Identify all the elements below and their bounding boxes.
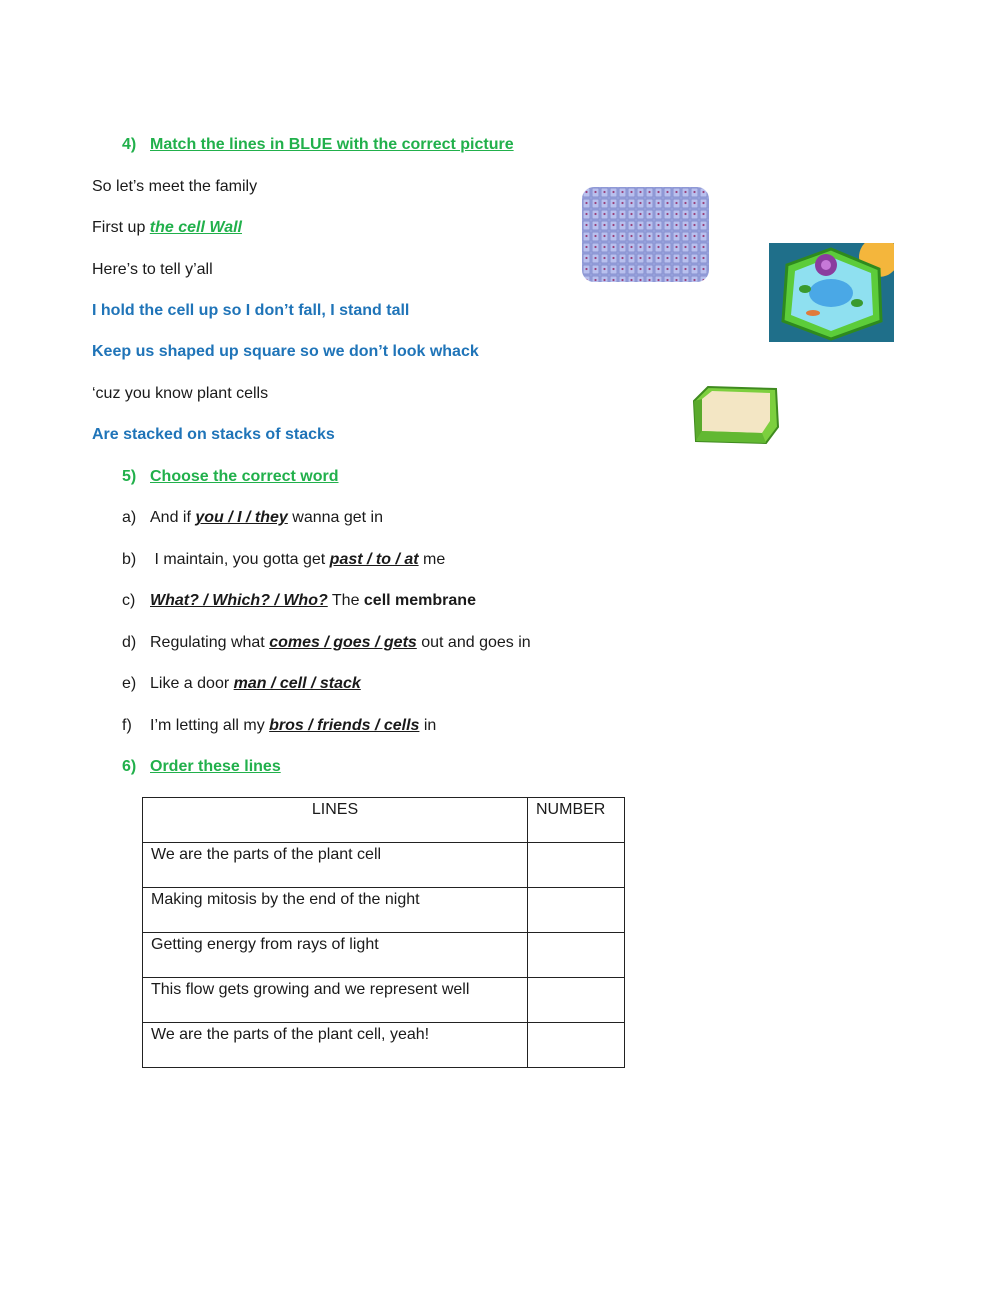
table-row <box>143 843 625 888</box>
cell-wall-image <box>690 383 782 447</box>
item-letter: a) <box>122 509 137 526</box>
word-options[interactable]: past / to / at <box>329 551 419 568</box>
table-row <box>143 1023 625 1068</box>
lyric-line-2-prefix: First up <box>92 219 150 236</box>
item-text-after: wanna get in <box>287 509 384 526</box>
section-4-number: 4) <box>122 136 137 153</box>
plant-cell-image <box>769 243 894 342</box>
line-cell: Making mitosis by the end of the night <box>143 888 528 933</box>
lyric-line-2 <box>92 219 242 237</box>
item-letter: f) <box>122 717 132 734</box>
lyric-line-1: So let’s meet the family <box>92 178 258 195</box>
line-cell: Getting energy from rays of light <box>143 933 528 978</box>
number-input-cell[interactable] <box>528 843 625 888</box>
section-4-heading <box>122 136 514 154</box>
number-column-header: NUMBER <box>528 798 625 843</box>
choice-item-e <box>122 675 361 693</box>
word-options[interactable]: man / cell / stack <box>233 675 361 692</box>
word-options[interactable]: What? / Which? / Who? <box>150 592 328 609</box>
section-6-heading <box>122 758 281 776</box>
table-header-row <box>143 798 625 843</box>
table-row <box>143 978 625 1023</box>
item-letter: b) <box>122 551 137 568</box>
line-cell: We are the parts of the plant cell, yeah! <box>143 1023 528 1068</box>
lyric-line-3: Here’s to tell y’all <box>92 261 213 278</box>
section-4-title: Match the lines in BLUE with the correct picture <box>150 136 514 153</box>
choice-item-a <box>122 509 383 527</box>
lyric-line-7-blue: Are stacked on stacks of stacks <box>92 426 335 443</box>
plant-tissue-image <box>582 187 709 282</box>
choice-item-d <box>122 634 531 652</box>
item-text-before: I maintain, you gotta get <box>150 551 330 568</box>
cell-wall-highlight: the cell Wall <box>149 219 242 236</box>
item-text-before: And if <box>150 509 196 526</box>
item-text-before: Regulating what <box>150 634 270 651</box>
item-letter: c) <box>122 592 136 609</box>
item-text-after: out and goes in <box>416 634 531 651</box>
item-text-after: me <box>418 551 446 568</box>
number-input-cell[interactable] <box>528 933 625 978</box>
order-lines-table <box>142 797 625 1068</box>
number-input-cell[interactable] <box>528 888 625 933</box>
lines-column-header: LINES <box>143 798 528 843</box>
item-text-before: I’m letting all my <box>150 717 270 734</box>
item-letter: e) <box>122 675 137 692</box>
lyric-line-6: ‘cuz you know plant cells <box>92 385 269 402</box>
section-6-number: 6) <box>122 758 137 775</box>
table-row <box>143 933 625 978</box>
lyric-line-5-blue: Keep us shaped up square so we don’t look whack <box>92 343 479 360</box>
word-options[interactable]: bros / friends / cells <box>269 717 420 734</box>
cell-membrane-label: cell membrane <box>363 592 476 609</box>
line-cell: This flow gets growing and we represent well <box>143 978 528 1023</box>
lyric-line-4-blue: I hold the cell up so I don’t fall, I stand tall <box>92 302 410 319</box>
section-6-title: Order these lines <box>150 758 281 775</box>
number-input-cell[interactable] <box>528 978 625 1023</box>
item-text-after: The <box>327 592 364 609</box>
choice-item-b <box>122 551 445 569</box>
section-5-number: 5) <box>122 468 137 485</box>
item-letter: d) <box>122 634 137 651</box>
number-input-cell[interactable] <box>528 1023 625 1068</box>
word-options[interactable]: comes / goes / gets <box>269 634 417 651</box>
word-options[interactable]: you / I / they <box>195 509 288 526</box>
section-5-title: Choose the correct word <box>150 468 339 485</box>
item-text-before: Like a door <box>150 675 234 692</box>
line-cell: We are the parts of the plant cell <box>143 843 528 888</box>
section-5-heading <box>122 468 338 486</box>
choice-item-f <box>122 717 436 735</box>
item-text-after: in <box>419 717 437 734</box>
choice-item-c <box>122 592 476 610</box>
table-row <box>143 888 625 933</box>
